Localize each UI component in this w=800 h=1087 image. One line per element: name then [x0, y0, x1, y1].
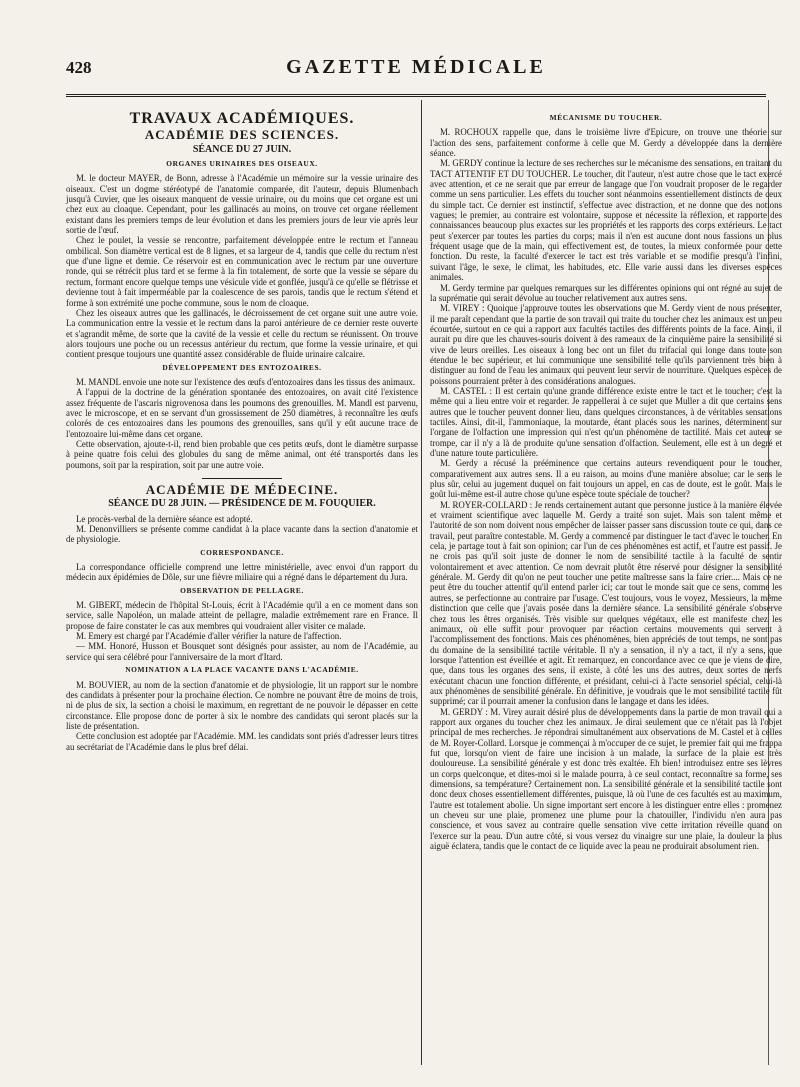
paragraph: M. VIREY : Quoique j'approuve toutes les observations que M. Gerdy vient de nous présenter, il me paraît cependant que la partie de son travail qui traite du toucher chez les animaux est un peu écourtée, surtout en ce qui a rapport aux facultés tactiles des différents points de la face. Ainsi, il aurait pu dire que les chauves-souris doivent à des rameaux de la cinquième paire la sensibilité si vive de leurs oreilles. Les oiseaux à long bec ont un filet du trifacial qui longe dans toute son étendue le bec supérieur, et lui communique une sensibilité telle qu'ils parviennent très bien à distinguer au fond de l'eau les animaux qui peuvent leur servir de nourriture. Quelques espèces de poissons pourraient prêter à des considérations analogues.: [430, 303, 782, 386]
paragraph: M. ROYER-COLLARD : Je rends certainement autant que personne justice à la manière élevée et vraiment scientifique avec laquelle M. Gerdy a traité son sujet. Mais son talent même et l'autorité de son nom doivent nous empêcher de laisser passer sans discussion toute ce qui, dans ce travail, peut paraître contestable. M. Gerdy a commencé par distinguer le tact d'avec le toucher. En cela, je partage tout à fait son opinion; car l'un de ces phénomènes est actif, et l'autre est passif. Je ne crois pas qu'il soit juste de donner le nom de sensibilité tactile à la faculté de sentir volontairement et avec attention. Ce nom devrait plutôt être réservé pour désigner la sensibilité générale. M. Gerdy dit qu'on ne peut toucher une petite maîtresse sans la faire crier.... Mais ce ne peut être du toucher attentif qu'il entend parler ici; car tout le monde sait que ce sens, comme les autres, se perfectionne au contraire par l'usage. C'est toujours, vous le voyez, Messieurs, la même distinction que celle que j'avais posée dans la dernière séance. La sensibilité générale s'observe chez tous les êtres organisés. Très visible sur quelques végétaux, elle est manifeste chez les animaux, où elle suffit pour provoquer par réaction certains mouvements qui servent à l'accomplissement des fonctions. Mais ces phénomènes, bien appréciés de tout temps, ne sont pas du domaine de la sensibilité tactile véritable. Il n'y a sensation, il n'y a tact, il n'y a sens, que lorsque l'attention est éveillée et agit. Et remarquez, en concordance avec ce que je viens de dire, que, dans tous les organes des sens, il existe, à côté les uns des autres, deux sortes de nerfs exécutant chacun une fonction différente, et présidant, celui-ci à l'acte sensoriel spécial, celui-là aux phénomènes de sensibilité générale. En définitive, je voudrais que le mot sensibilité tactile fût supprimé; car il pourrait amener la confusion dans le langage et dans les idées.: [430, 499, 782, 707]
paragraph: M. Gerdy termine par quelques remarques sur les différentes opinions qui ont régné au sujet de la suprématie qui serait dévolue au toucher relativement aux autres sens.: [430, 282, 782, 303]
paragraph: Chez le poulet, la vessie se rencontre, parfaitement développée entre le rectum et l'anneau ombilical. Son diamètre vertical est de 8 lignes, et sa largeur de 4, tandis que celle du rectum n'est que d'une ligne et demie. Ce réservoir est en communication avec le rectum par une ouverture ronde, qui se rétrécit plus tard et se ferme à la fin totalement, de sorte que la vessie se sépare du rectum, formant encore quelque temps une vésicule vide et gonflée, jusqu'à ce qu'elle se flétrisse et devienne tout à fait imperméable par la coalescence de ses parois, tandis que le rectum s'étend et forme à son extrémité une poche commune, sous le nom de cloaque.: [66, 235, 418, 308]
subheading-entozoaires: DÉVELOPPEMENT DES ENTOZOAIRES.: [162, 362, 322, 372]
section-title: TRAVAUX ACADÉMIQUES.: [129, 110, 355, 127]
subheading-organes-urinaires: ORGANES URINAIRES DES OISEAUX.: [166, 159, 318, 169]
header-rule: [66, 94, 766, 97]
paragraph: Le procès-verbal de la dernière séance est adopté.: [76, 513, 253, 524]
paragraph: M. GERDY : M. Virey aurait désiré plus de développements dans la partie de mon travail qui a rapport aux organes du toucher chez les animaux. Je dirai seulement que ce n'était pas là l'objet principal de mes recherches. Je répondrai simultanément aux observations de M. Castel et à celles de M. Royer-Collard. Lorsque je commençai à m'occuper de ce sujet, le premier fait qui me frappa fut que, lorsqu'on vient de faire une incision à un malade, la surface de la plaie est très douloureuse. La sensibilité générale y est donc très exaltée. Eh bien! introduisez entre ses lèvres un corps quelconque, et dites-moi si le malade pourra, à ce seul contact, reconnaître sa forme, ses dimensions, sa température? Certainement non. La sensibilité générale et la sensibilité tactile sont donc deux choses essentiellement différentes, puisque, là où l'une de ces facultés est au maximum, l'autre est totalement abolie. Un signe important sert encore à les distinguer entre elles : promenez un cheveu sur une plaie, promenez une plume pour la chatouiller, l'individu n'en aura pas conscience, et vous savez au contraire quelle sensation vive cette irritation réveille quand on l'exerce sur la peau. D'un autre côté, si vous versez du vinaigre sur une plaie, la douleur la plus aiguë éclatera, tandis que le contact de ce liquide avec la peau ne produirait absolument rien.: [430, 706, 782, 852]
subheading-mecanisme-toucher: MÉCANISME DU TOUCHER.: [549, 113, 663, 122]
subheading-correspondance: CORRESPONDANCE.: [200, 547, 284, 557]
paragraph: Chez les oiseaux autres que les gallinacés, le décroissement de cet organe suit une autre voie. La communication entre la vessie et le rectum dans la paroi antérieure de ce dernier reste ouverte et s'agrandit même, de sorte que la cavité de la vessie et celle du rectum se réunissent. On trouve alors toujours une poche ou un recessus antérieur du rectum, que forme la vessie urinaire, et qui contient presque toujours une quantité assez considérable de fluide urinaire calcaire.: [66, 307, 418, 360]
column-divider: [421, 100, 422, 1065]
page-number: 428: [66, 58, 92, 77]
session-heading-medecine: SÉANCE DU 28 JUIN. — PRÉSIDENCE DE M. FOUQUIER.: [108, 498, 376, 510]
academy-heading-medecine: ACADÉMIE DE MÉDECINE.: [145, 482, 339, 497]
left-column: [66, 110, 418, 752]
page-header: [66, 54, 766, 94]
paragraph: M. Denonvilliers se présente comme candidat à la place vacante dans la section d'anatomie et de physiologie.: [66, 524, 418, 545]
paragraph: M. GERDY continue la lecture de ses recherches sur le mécanisme des sensations, en traitant du TACT ATTENTIF ET DU TOUCHER. Le toucher, dit l'auteur, n'est autre chose que le tact exercé avec attention, et ce ne serait que par erreur de langage que l'on voudrait proposer de le regarder comme un sens particulier. Les effets du toucher sont néanmoins essentiellement distincts de ceux du simple tact. Ce dernier est instinctif, s'effectue avec distraction, et ne donne que des notions vagues; le premier, au contraire est volontaire, suppose et nécessite la réflexion, et rapporte des connaissances beaucoup plus exactes sur les propriétés et les rapports des corps extérieurs. Le tact peut s'exercer par toutes les parties du corps; mais il n'en est aucune dont nous fassions un plus fréquent usage que de la main, qui effectivement est, de toutes, la mieux conformée pour cette fonction. Du reste, la faculté d'exercer le tact est très variable et se modifie presqu'à l'infini, suivant l'âge, le sexe, le climat, les habitudes, etc. Elle varie aussi dans les diverses espèces animales.: [430, 158, 782, 283]
subheading-nomination: NOMINATION A LA PLACE VACANTE DANS L'ACADÉMIE.: [125, 665, 359, 675]
academy-heading: ACADÉMIE DES SCIENCES.: [144, 127, 340, 143]
paragraph: A l'appui de la doctrine de la génération spontanée des entozoaires, on avait cité l'existence assez fréquente de l'ascaris nigrovenosa dans les poumons des grenouilles. M. Mandl est parvenu, avec le microscope, et en se servant d'un grossissement de 250 diamètres, à reconnaître les œufs colorés de ces entozoaires dans les poumons des grenouilles, sans qu'il y eût aucune trace de l'entozoaire lui-même dans cet organe.: [66, 387, 418, 439]
paragraph: M. MANDL envoie une note sur l'existence des œufs d'entozoaires dans les tissus des animaux.: [76, 376, 416, 387]
paragraph: La correspondance officielle comprend une lettre ministérielle, avec envoi d'un rapport du médecin aux épidémies de Dôle, sur une fièvre miliaire qui a régné dans le département du Jura.: [66, 562, 418, 583]
paragraph: M. BOUVIER, au nom de la section d'anatomie et de physiologie, lit un rapport sur le nombre des candidats à présenter pour la prochaine élection. Ce nombre ne pouvant être de moins de trois, ni de plus de six, la section a choisi le maximum, en regrettant de ne pouvoir le dépasser en cette circonstance. Elle propose donc de porter à six le nombre des candidats qui seront placés sur la liste de présentation.: [66, 679, 418, 731]
session-heading: SÉANCE DU 27 JUIN.: [192, 143, 292, 155]
running-title: GAZETTE MÉDICALE: [286, 56, 546, 78]
paragraph: M. Gerdy a récusé la prééminence que certains auteurs revendiquent pour le toucher, comparativement aux autres sens. Il a eu raison, au moins d'une manière absolue; car le sens le plus sûr, celui au jugement duquel on fait toujours un appel, en cas de doute, est le goût. Mais le goût lui-même est-il autre chose qu'une espèce toute spéciale de toucher?: [430, 458, 782, 500]
paragraph: — MM. Honoré, Husson et Bousquet sont désignés pour assister, au nom de l'Académie, au service qui sera célébré pour l'anniversaire de la mort d'Itard.: [66, 641, 418, 662]
paragraph: Cette conclusion est adoptée par l'Académie. MM. les candidats sont priés d'adresser leurs titres au secrétariat de l'Académie dans le plus bref délai.: [66, 731, 418, 752]
paragraph: M. CASTEL : Il est certain qu'une grande différence existe entre le tact et le toucher; c'est la même qui a lieu entre voir et regarder. Je rappellerai à ce sujet que Muller a dit que certains sens autres que le toucher peuvent donner lieu, dans quelques circonstances, à de véritables sensations tactiles. Ainsi, dit-il, l'ammoniaque, la moutarde, étant placés sous les narines, déterminent sur l'organe de l'olfaction une impression qui n'est qu'un phénomène de tactilité. Mais cet auteur se trompe, car il n'y a là de produite qu'une sensation d'olfaction. Seulement, elle est à un degré et d'une nature toute particulière.: [430, 385, 782, 458]
paragraph: M. Emery est chargé par l'Académie d'aller vérifier la nature de l'affection.: [76, 631, 342, 642]
paragraph: M. ROCHOUX rappelle que, dans le troisième livre d'Epicure, on trouve une théorie sur l'action des sens, parfaitement conforme à celle que M. Gerdy a développée dans la dernière séance.: [430, 127, 782, 159]
paragraph: M. le docteur MAYER, de Bonn, adresse à l'Académie un mémoire sur la vessie urinaire des oiseaux. C'est un dogme stéréotypé de l'anatomie comparée, dit l'auteur, depuis Blumenbach jusqu'à Cuvier, que les oiseaux manquent de vessie urinaire, ou du moins que cet organe est uni chez eux au cloaque. Cependant, pour les gallinacés au moins, on trouve cet organe réellement existant dans les premiers temps de leur évolution et dans les premiers jours de leur vie après leur sortie de l'œuf.: [66, 173, 418, 236]
paragraph: Cette observation, ajoute-t-il, rend bien probable que ces petits œufs, dont le diamètre surpasse à peine quatre fois celui des globules du sang de même animal, ont été transportés dans les poumons, soit par la respiration, soit par une autre voie.: [66, 438, 418, 470]
paragraph: M. GIBERT, médecin de l'hôpital St-Louis, écrit à l'Académie qu'il a en ce moment dans son service, salle Napoléon, un malade atteint de pellagre, maladie extrêmement rare en France. Il propose de faire constater le cas aux membres qui voudraient aller visiter ce malade.: [66, 600, 418, 631]
right-column: [430, 110, 782, 851]
subheading-pellagre: OBSERVATION DE PELLAGRE.: [180, 585, 304, 595]
section-separator: [202, 478, 282, 479]
